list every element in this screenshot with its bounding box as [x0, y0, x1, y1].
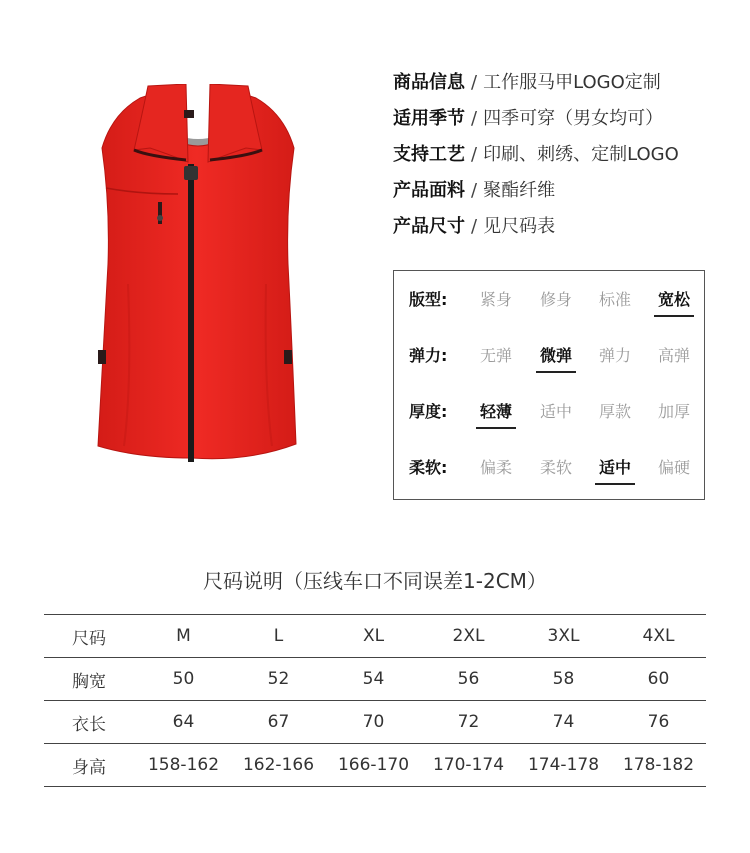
table-cell: 3XL — [516, 615, 611, 658]
attr-option-selected: 轻薄 — [476, 399, 516, 425]
attr-row-softness — [394, 455, 704, 485]
table-cell: L — [231, 615, 326, 658]
table-cell: 身高 — [44, 744, 136, 787]
attr-row-thickness — [394, 399, 704, 429]
attr-row-fit — [394, 287, 704, 317]
attr-option: 无弹 — [479, 346, 512, 365]
info-row-fabric — [393, 176, 733, 212]
attr-label: 弹力: — [409, 346, 448, 365]
info-value: 印刷、刺绣、定制LOGO — [483, 144, 679, 165]
info-value: 四季可穿（男女均可） — [483, 108, 664, 129]
table-cell: 162-166 — [231, 744, 326, 787]
attr-option-selected: 微弹 — [536, 343, 576, 369]
info-separator: / — [471, 108, 478, 129]
table-cell: 74 — [516, 701, 611, 744]
attr-label: 厚度: — [409, 402, 448, 421]
product-info — [393, 68, 733, 248]
info-label: 产品面料 — [393, 180, 465, 201]
table-cell: 60 — [611, 658, 706, 701]
info-label: 适用季节 — [393, 108, 465, 129]
table-row — [44, 615, 706, 658]
table-cell: 52 — [231, 658, 326, 701]
red-vest-image — [88, 84, 308, 470]
info-row-product — [393, 68, 733, 104]
attr-option: 偏柔 — [479, 458, 512, 477]
table-cell: 胸宽 — [44, 658, 136, 701]
table-cell: 4XL — [611, 615, 706, 658]
info-separator: / — [471, 180, 478, 201]
table-cell: 67 — [231, 701, 326, 744]
table-cell: M — [136, 615, 231, 658]
table-cell: 76 — [611, 701, 706, 744]
zipper — [188, 164, 194, 462]
size-table — [44, 614, 706, 787]
table-row — [44, 701, 706, 744]
info-value: 见尺码表 — [483, 216, 556, 237]
info-label: 支持工艺 — [393, 144, 465, 165]
table-cell: 174-178 — [516, 744, 611, 787]
table-cell: XL — [326, 615, 421, 658]
info-label: 产品尺寸 — [393, 216, 465, 237]
attr-option: 偏硬 — [657, 458, 690, 477]
attr-option-selected: 宽松 — [654, 287, 694, 313]
table-cell: 尺码 — [44, 615, 136, 658]
attr-option: 加厚 — [657, 402, 690, 421]
attr-option: 弹力 — [598, 346, 631, 365]
attr-option: 高弹 — [657, 346, 690, 365]
info-row-size — [393, 212, 733, 248]
attribute-box — [393, 270, 705, 500]
table-row — [44, 658, 706, 701]
attr-row-elasticity — [394, 343, 704, 373]
table-cell: 158-162 — [136, 744, 231, 787]
attr-option-selected: 适中 — [595, 455, 635, 481]
attr-option: 修身 — [539, 290, 572, 309]
attr-label: 版型: — [409, 290, 448, 309]
info-value: 聚酯纤维 — [483, 180, 556, 201]
table-cell: 2XL — [421, 615, 516, 658]
attr-option: 标准 — [598, 290, 631, 309]
info-separator: / — [471, 144, 478, 165]
table-cell: 56 — [421, 658, 516, 701]
table-cell: 衣长 — [44, 701, 136, 744]
table-cell: 58 — [516, 658, 611, 701]
table-cell: 54 — [326, 658, 421, 701]
table-cell: 170-174 — [421, 744, 516, 787]
table-cell: 166-170 — [326, 744, 421, 787]
attr-label: 柔软: — [409, 458, 448, 477]
attr-option: 紧身 — [479, 290, 512, 309]
info-label: 商品信息 — [393, 72, 465, 93]
table-cell: 64 — [136, 701, 231, 744]
table-cell: 178-182 — [611, 744, 706, 787]
info-separator: / — [471, 72, 478, 93]
size-chart-title: 尺码说明（压线车口不同误差1-2CM） — [203, 569, 547, 593]
info-row-season — [393, 104, 733, 140]
table-row — [44, 744, 706, 787]
attr-option: 适中 — [539, 402, 572, 421]
attr-option: 柔软 — [539, 458, 572, 477]
table-cell: 50 — [136, 658, 231, 701]
table-cell: 70 — [326, 701, 421, 744]
info-separator: / — [471, 216, 478, 237]
attr-option: 厚款 — [598, 402, 631, 421]
table-cell: 72 — [421, 701, 516, 744]
info-value: 工作服马甲LOGO定制 — [483, 72, 661, 93]
info-row-craft — [393, 140, 733, 176]
